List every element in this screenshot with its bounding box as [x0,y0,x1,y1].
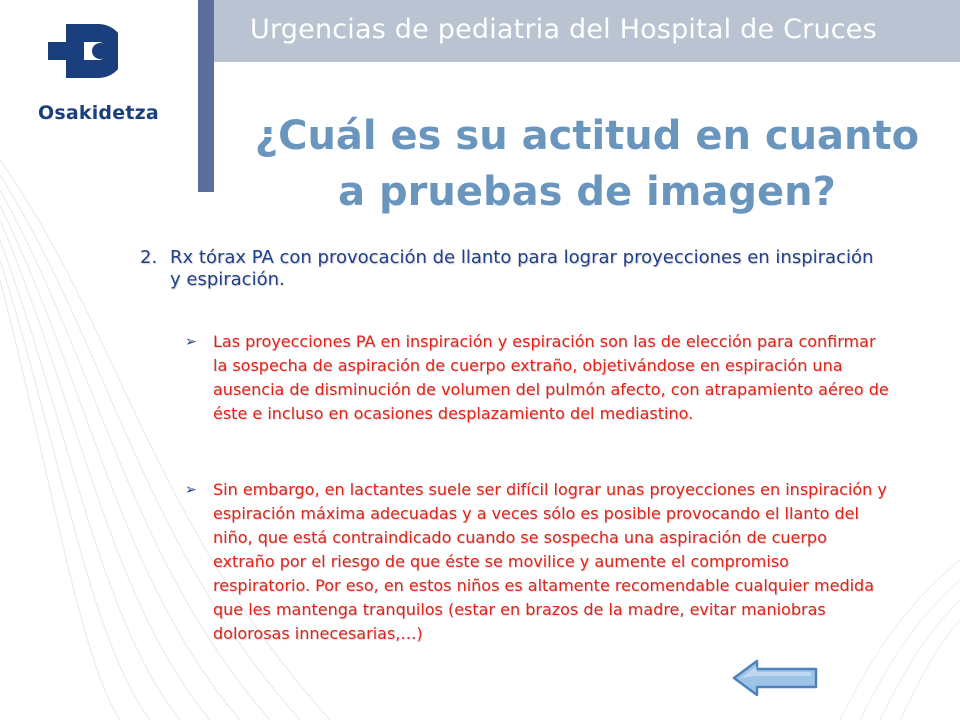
bullet-text: Las proyecciones PA en inspiración y espiración son las de elección para confirmar la sospecha de aspiración de cuerpo extraño, objetivándose en espiración una ausencia de disminución de volumen del pulmón afecto, con atrapamiento aéreo de éste e incluso en ocasiones desplazamiento del mediastino. [213,332,889,423]
point-number: 2. [140,247,158,268]
slide-title [214,108,960,220]
slide-title-line-2: a pruebas de imagen? [338,169,836,215]
bullet-item [185,478,890,646]
back-button[interactable] [731,658,819,698]
back-arrow-icon[interactable] [734,661,816,695]
bullet-text: Sin embargo, en lactantes suele ser difícil lograr unas proyecciones en inspiración y espiración máxima adecuadas y a veces sólo es posible provocando el llanto del niño, que está contraindicado cuando se sospecha una aspiración de cuerpo extraño por el riesgo de que éste se movilice y aumente el compromiso respiratorio. Por eso, en estos niños es altamente recomendable cualquier medida que les mantenga tranquilos (estar en brazos de la madre, evitar maniobras dolorosas innecesarias,…) [213,480,887,643]
osakidetza-logo [38,12,188,132]
header-title: Urgencias de pediatria del Hospital de Cruces [250,14,877,45]
slide-title-line-1: ¿Cuál es su actitud en cuanto [254,113,920,159]
arrow-bullet-icon: ➢ [185,334,197,350]
osakidetza-logo-icon [48,12,118,92]
header-vertical-bar [198,0,214,192]
point-text: Rx tórax PA con provocación de llanto para lograr proyecciones en inspiración y espiración. [170,247,874,290]
numbered-point [140,247,880,291]
logo-text: Osakidetza [38,102,159,124]
bullet-item [185,330,890,426]
arrow-bullet-icon: ➢ [185,482,197,498]
